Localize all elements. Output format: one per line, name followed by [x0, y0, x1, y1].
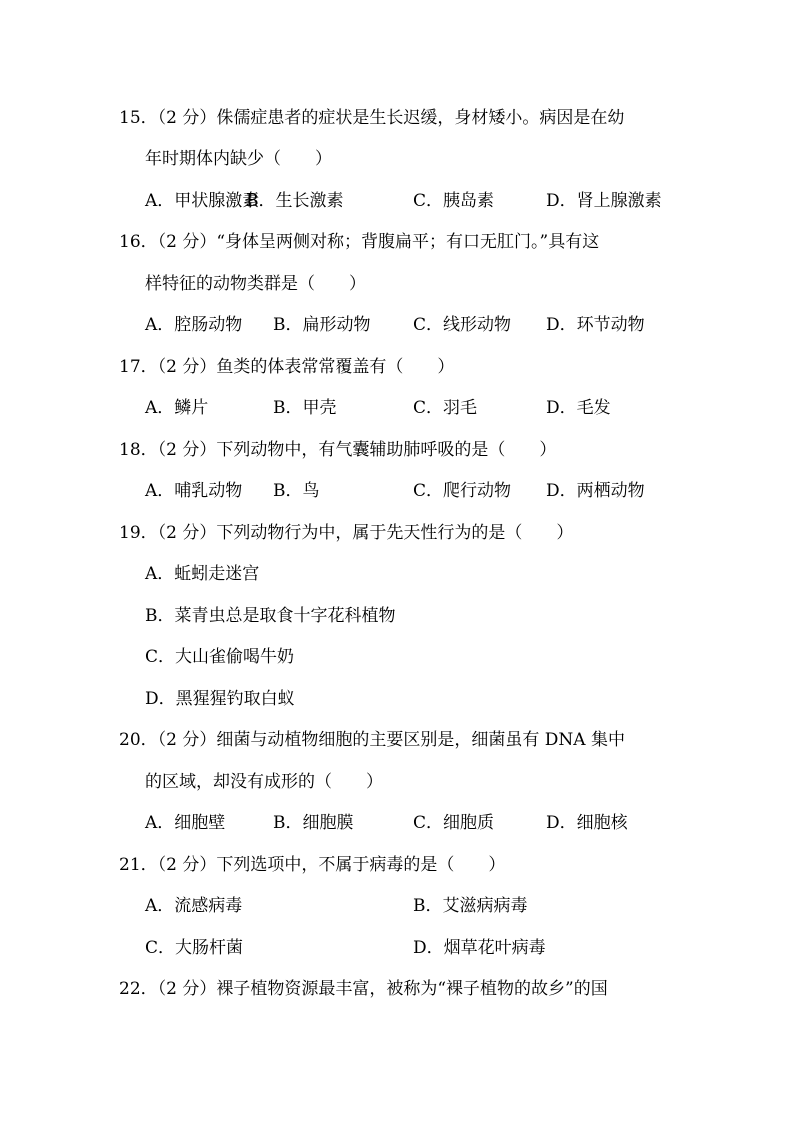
question-number: 20． — [119, 730, 158, 750]
option-a: A．甲状腺激素 — [145, 191, 260, 211]
question-text-continued: 年时期体内缺少（ ） — [145, 149, 332, 169]
option-d: D．毛发 — [546, 398, 611, 418]
option-b: B．细胞膜 — [273, 813, 354, 833]
question-number: 21． — [119, 855, 158, 875]
option-b: B．扁形动物 — [273, 315, 371, 335]
option-c: C．爬行动物 — [413, 481, 512, 501]
option-a: A．哺乳动物 — [145, 481, 243, 501]
option-b: B．艾滋病病毒 — [413, 896, 528, 916]
question-text: （2 分）细菌与动植物细胞的主要区别是，细菌虽有 DNA 集中 — [157, 730, 625, 750]
question-text: （2 分）下列动物中，有气囊辅助肺呼吸的是（ ） — [157, 440, 557, 460]
question-number: 17． — [119, 357, 158, 377]
question-20 — [119, 728, 625, 752]
option-d: D．细胞核 — [546, 813, 628, 833]
question-text: （2 分）侏儒症患者的症状是生长迟缓，身材矮小。病因是在幼 — [157, 108, 625, 128]
option-c: C．细胞质 — [413, 813, 495, 833]
question-15 — [119, 106, 624, 130]
option-c: C．胰岛素 — [413, 191, 495, 211]
option-d: D．烟草花叶病毒 — [413, 938, 546, 958]
option-a: A．蚯蚓走迷宫 — [145, 564, 260, 584]
question-17 — [119, 355, 454, 379]
question-number: 22． — [119, 979, 158, 999]
option-c: C．羽毛 — [413, 398, 478, 418]
question-number: 18． — [119, 440, 158, 460]
question-19 — [119, 521, 573, 545]
question-number: 16． — [119, 232, 158, 252]
question-number: 15． — [119, 108, 158, 128]
option-c: C．大肠杆菌 — [145, 938, 244, 958]
question-text: （2 分）鱼类的体表常常覆盖有（ ） — [157, 357, 455, 377]
option-b: B．菜青虫总是取食十字花科植物 — [145, 606, 396, 626]
option-a: A．流感病毒 — [145, 896, 243, 916]
option-c: C．大山雀偷喝牛奶 — [145, 647, 295, 667]
question-number: 19． — [119, 523, 158, 543]
option-d: D．环节动物 — [546, 315, 645, 335]
question-16 — [119, 230, 599, 254]
option-d: D．黑猩猩钓取白蚁 — [145, 689, 295, 709]
option-d: D．两栖动物 — [546, 481, 645, 501]
option-b: B．鸟 — [273, 481, 320, 501]
question-text-continued: 样特征的动物类群是（ ） — [145, 274, 366, 294]
question-text: （2 分）“身体呈两侧对称；背腹扁平；有口无肛门。”具有这 — [157, 232, 600, 252]
question-22 — [119, 977, 608, 1001]
option-b: B．生长激素 — [246, 191, 344, 211]
option-c: C．线形动物 — [413, 315, 512, 335]
question-text: （2 分）下列选项中，不属于病毒的是（ ） — [157, 855, 506, 875]
option-a: A．鳞片 — [145, 398, 209, 418]
option-a: A．腔肠动物 — [145, 315, 243, 335]
question-text: （2 分）下列动物行为中，属于先天性行为的是（ ） — [157, 523, 574, 543]
option-a: A．细胞壁 — [145, 813, 226, 833]
question-21 — [119, 853, 505, 877]
question-18 — [119, 438, 556, 462]
question-text: （2 分）裸子植物资源最丰富，被称为“裸子植物的故乡”的国 — [157, 979, 608, 999]
question-text-continued: 的区域，却没有成形的（ ） — [145, 772, 383, 792]
option-b: B．甲壳 — [273, 398, 337, 418]
option-d: D．肾上腺激素 — [546, 191, 662, 211]
